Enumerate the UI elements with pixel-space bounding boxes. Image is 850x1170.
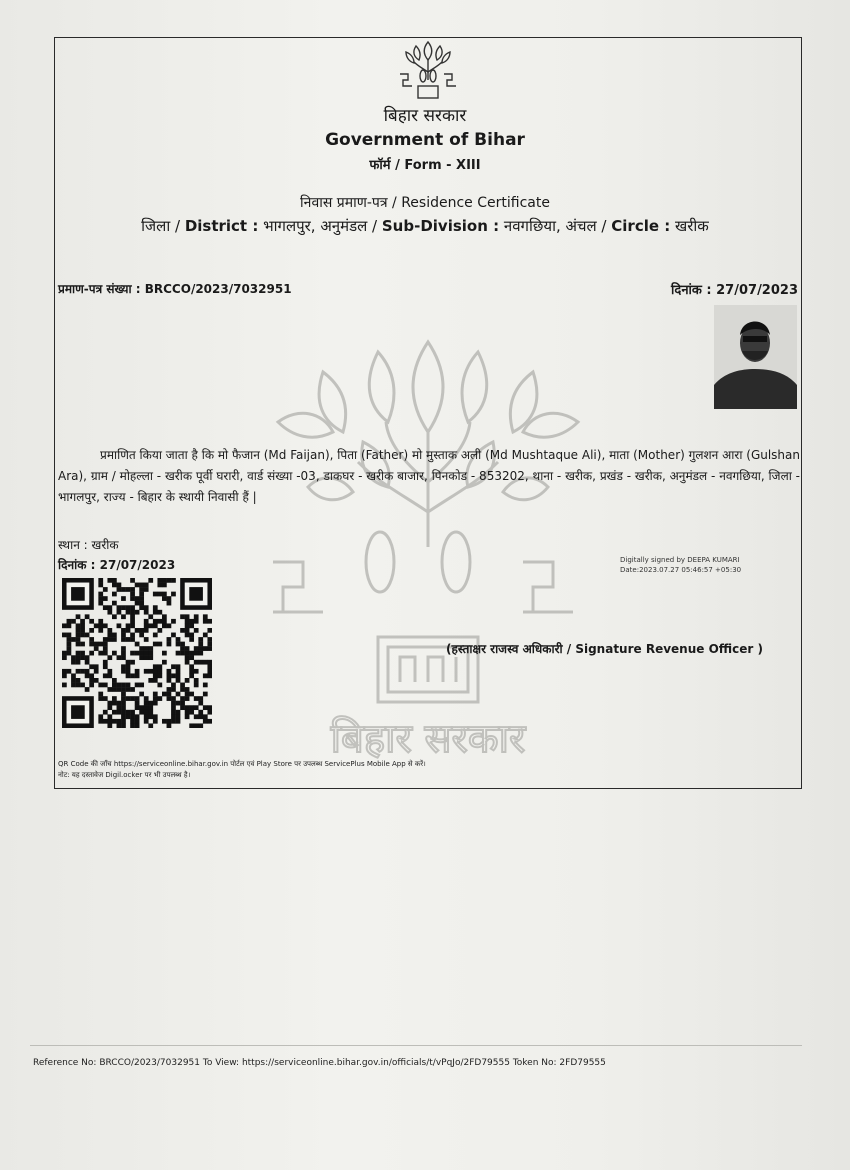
place-line: स्थान : खरीक (58, 538, 119, 552)
bihar-emblem-logo (396, 38, 460, 100)
qr-verification-note: QR Code की जाँच https://serviceonline.bihar.gov.in पोर्टल एवं Play Store पर उपलब्ध ServicePlus Mobile App से करें। (58, 760, 426, 768)
circle-label: Circle : (611, 217, 671, 235)
watermark-text: बिहार सरकार (330, 716, 526, 762)
issue-date: दिनांक : 27/07/2023 (671, 283, 798, 298)
certificate-body: प्रमाणित किया जाता है कि मो फैजान (Md Faijan), पिता (Father) मो मुस्ताक अली (Md Mushtaque Ali), माता (Mother) गुलशन आरा (Gulshan Ara), ग्राम / मोहल्ला - खरीक पूर्वी घरारी, वार्ड संख्या -03, डाकघर - खरीक बाजार, पिनकोड - 853202, थाना - खरीक, प्रखंड - खरीक, अनुमंडल - नवगछिया, जिला - भागलपुर, राज्य - बिहार के स्थायी निवासी हैं | (58, 448, 800, 504)
reference-line: Reference No: BRCCO/2023/7032951 To View: https://serviceonline.bihar.gov.in/officials/t/vPqJo/2FD79555 Token No: 2FD79555 (33, 1058, 606, 1068)
digital-signature-signer: Digitally signed by DEEPA KUMARI (620, 556, 740, 564)
certificate-number: प्रमाण-पत्र संख्या : BRCCO/2023/7032951 (58, 282, 292, 296)
applicant-photo (714, 305, 797, 409)
digilocker-note: नोट: यह दस्तावेज Digil.ocker पर भी उपलब्ध है। (58, 771, 191, 779)
government-title: Government of Bihar (325, 130, 525, 150)
district-value: भागलपुर, अनुमंडल / (258, 217, 382, 235)
digital-signature-date: Date:2023.07.27 05:46:57 +05:30 (620, 566, 742, 574)
district-prefix: जिला / (141, 217, 185, 235)
district-line (0, 216, 850, 236)
digital-signature (620, 555, 741, 575)
district-label: District : (184, 217, 259, 235)
subdivision-value: नवगछिया, अंचल / (499, 217, 612, 235)
signature-label: (हस्ताक्षर राजस्व अधिकारी / Signature Revenue Officer ) (446, 642, 763, 656)
footer-divider (30, 1045, 802, 1046)
circle-value: खरीक (670, 217, 709, 235)
certificate-type: निवास प्रमाण-पत्र / Residence Certificate (300, 195, 550, 211)
subdivision-label: Sub-Division : (381, 217, 500, 235)
place-date-line: दिनांक : 27/07/2023 (58, 558, 176, 572)
form-number: फॉर्म / Form - XIII (369, 158, 481, 173)
qr-code (62, 578, 212, 728)
hindi-title: बिहार सरकार (383, 106, 467, 126)
